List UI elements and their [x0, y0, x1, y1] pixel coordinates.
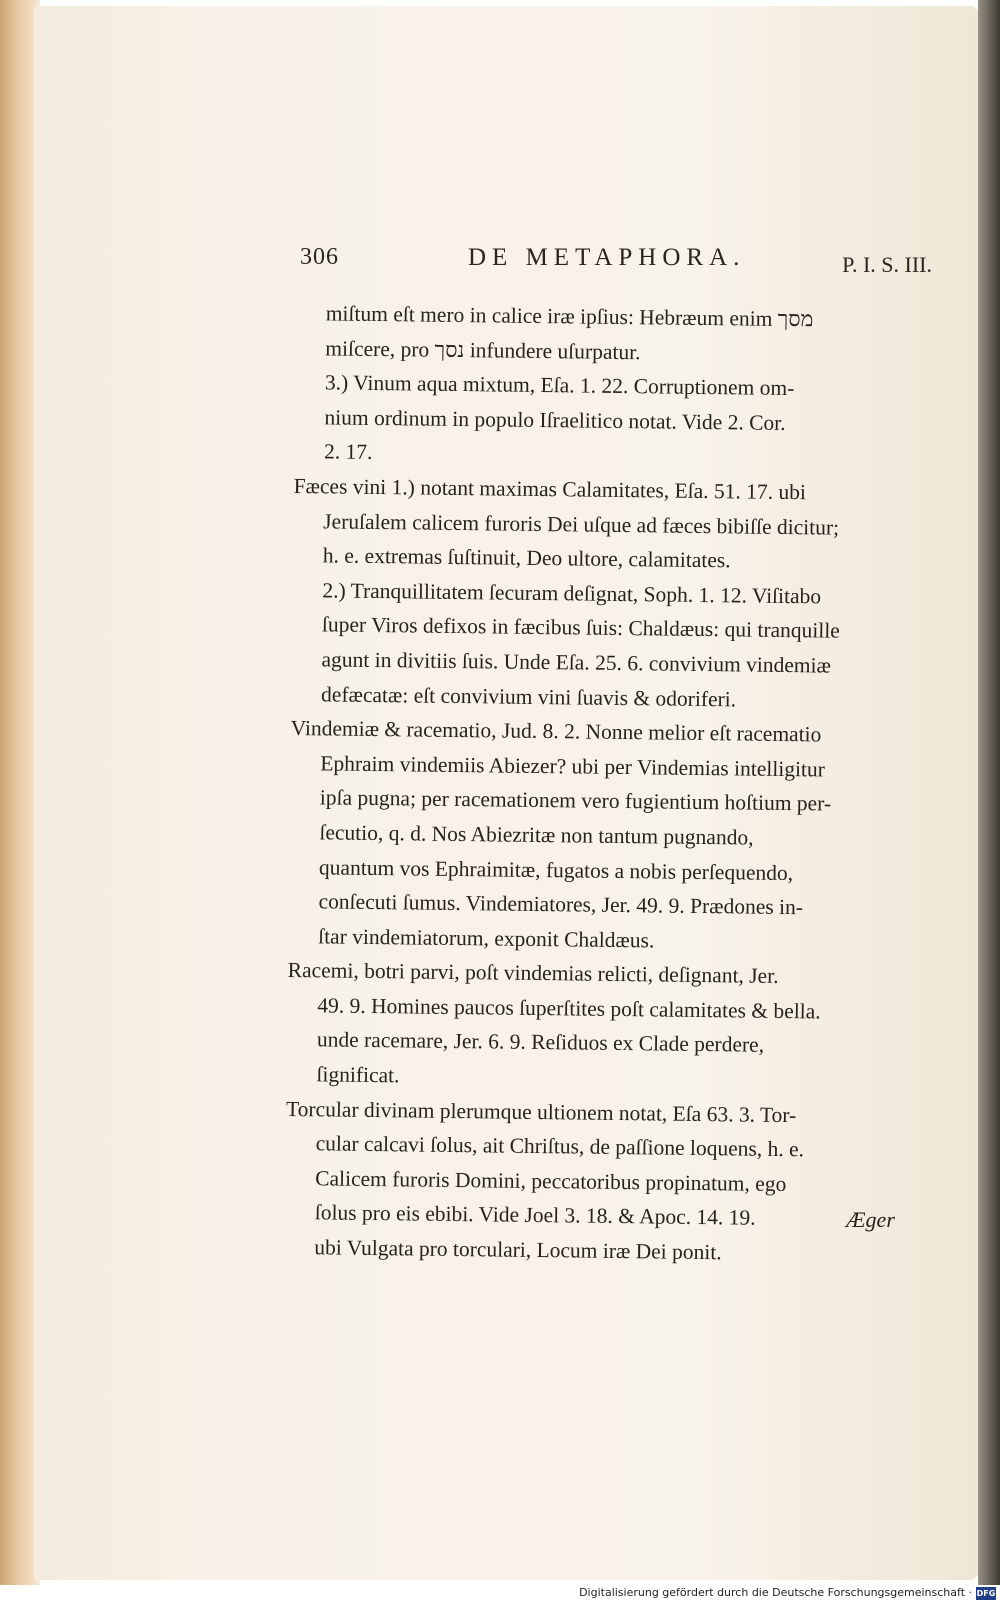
footer-bar — [0, 1585, 1000, 1603]
text-line: 2. 17. — [323, 439, 373, 465]
text-line: quantum vos Ephraimitæ, fugatos a nobis perſequendo, — [318, 854, 794, 885]
footer-credit: Digitalisierung gefördert durch die Deutsche Forschungsgemeinschaft · — [579, 1586, 972, 1599]
body-text — [284, 296, 936, 1272]
text-line: ſignificat. — [316, 1062, 400, 1088]
text-line: 49. 9. Homines paucos ſuperſtites poſt calamitates & bella. — [317, 993, 821, 1024]
page-header — [300, 244, 940, 284]
text-line: ſtar vindemiatorum, exponit Chaldæus. — [318, 924, 655, 953]
text-line: Fæces vini 1.) notant maximas Calamitates, Eſa. 51. 17. ubi — [293, 473, 807, 505]
text-line: ſolus pro eis ebibi. Vide Joel 3. 18. & Apoc. 14. 19. — [314, 1200, 756, 1231]
text-line: h. e. extremas ſuſtinuit, Deo ultore, calamitates. — [322, 543, 731, 573]
section-mark: P. I. S. III. — [842, 252, 932, 277]
text-line: agunt in divitiis ſuis. Unde Eſa. 25. 6. convivium vindemiæ — [321, 647, 832, 678]
text-line: Calicem furoris Domini, peccatoribus propinatum, ego — [315, 1166, 787, 1196]
text-line: Racemi, botri parvi, poſt vindemias relicti, deſignant, Jer. — [287, 958, 779, 989]
text-line: ſuper Viros defixos in fæcibus ſuis: Chaldæus: qui tranquille — [321, 612, 840, 644]
text-line: miſtum eſt mero in calice iræ ipſius: Hebræum enim מסך — [325, 301, 814, 332]
text-line: defæcatæ: eſt convivium vini ſuavis & odoriferi. — [320, 681, 737, 711]
text-line: miſcere, pro נסך infundere uſurpatur. — [325, 335, 641, 364]
catchword: Æger — [846, 1207, 895, 1232]
text-line: cular calcavi ſolus, ait Chriſtus, de paſſione loquens, h. e. — [315, 1131, 805, 1162]
text-line: 3.) Vinum aqua mixtum, Eſa. 1. 22. Corruptionem om- — [324, 370, 795, 401]
text-line: unde racemare, Jer. 6. 9. Reſiduos ex Clade perdere, — [316, 1027, 765, 1058]
text-line: Ephraim vindemiis Abiezer? ubi per Vindemias intelligitur — [320, 751, 826, 782]
text-line: ipſa pugna; per racemationem vero fugientium hoſtium per- — [319, 785, 832, 816]
running-title: DE METAPHORA. — [468, 244, 746, 271]
text-line: Jeruſalem calicem furoris Dei uſque ad fæces bibiſſe dicitur; — [323, 508, 840, 540]
text-line: conſecuti ſumus. Vindemiatores, Jer. 49. 9. Prædones in- — [318, 889, 804, 920]
book-edge-right — [978, 0, 1000, 1585]
text-line: ſecutio, q. d. Nos Abiezritæ non tantum pugnando, — [319, 820, 754, 850]
text-line: Torcular divinam plerumque ultionem notat, Eſa 63. 3. Tor- — [285, 1096, 797, 1127]
text-line: nium ordinum in populo Iſraelitico notat. Vide 2. Cor. — [324, 405, 786, 435]
text-line: ubi Vulgata pro torculari, Locum iræ Dei ponit. — [314, 1235, 722, 1265]
text-line: 2.) Tranquillitatem ſecuram deſignat, Soph. 1. 12. Viſitabo — [322, 578, 822, 609]
dfg-logo-icon: DFG — [976, 1589, 996, 1598]
page-number: 306 — [300, 244, 339, 270]
text-line: Vindemiæ & racematio, Jud. 8. 2. Nonne melior eſt racematio — [290, 716, 822, 747]
